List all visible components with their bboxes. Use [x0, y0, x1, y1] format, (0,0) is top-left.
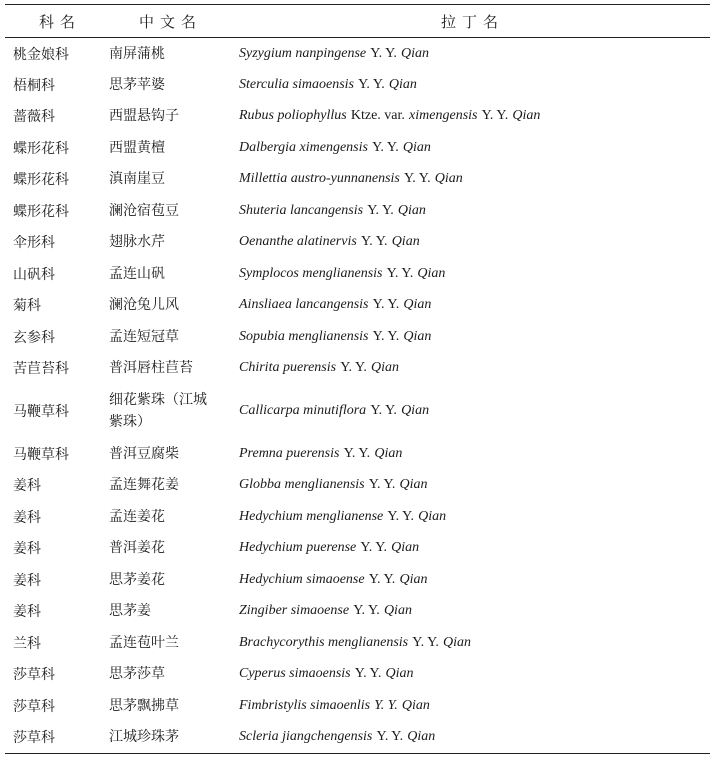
- author-initials: Y. Y.: [354, 666, 382, 682]
- latin-name-cell: [233, 258, 710, 290]
- family-cell: 伞形科: [13, 235, 55, 252]
- latin-name-cell: [233, 227, 710, 259]
- latin-name-cell: [233, 438, 710, 470]
- family-cell: 莎草科: [13, 667, 55, 684]
- table-row: [5, 69, 710, 101]
- species-name: Hedychium menglianense: [239, 508, 384, 524]
- author-initials: Y. Y.: [374, 697, 398, 713]
- author-surname: Qian: [401, 403, 430, 418]
- family-cell: 莎草科: [13, 698, 55, 715]
- chinese-name-cell: 普洱豆腐柴: [109, 445, 179, 462]
- author-initials: Y. Y.: [372, 328, 400, 344]
- species-name: Cyperus simaoensis: [239, 666, 351, 682]
- chinese-name-cell: 思茅飘拂草: [109, 697, 179, 714]
- chinese-name-cell: 思茅姜: [109, 603, 151, 620]
- species-name: Brachycorythis menglianensis: [239, 634, 409, 650]
- author-surname: Qian: [443, 634, 472, 650]
- latin-name-cell: [233, 501, 710, 533]
- chinese-name-cell: 思茅姜花: [109, 571, 165, 588]
- family-cell: 姜科: [13, 478, 41, 495]
- author-surname: Qian: [417, 265, 446, 281]
- author-surname: Qian: [391, 540, 420, 556]
- species-name: Zingiber simaoense: [239, 603, 350, 619]
- author-initials: Y. Y.: [370, 403, 397, 418]
- chinese-name-cell: 普洱姜花: [109, 540, 165, 557]
- family-cell: 玄参科: [13, 329, 55, 346]
- latin-name-cell: [233, 290, 710, 322]
- table-row: [5, 353, 710, 385]
- latin-name-cell: [233, 564, 710, 596]
- table-row: [5, 438, 710, 470]
- species-name: Scleria jiangchengensis: [239, 729, 373, 744]
- family-cell: 苦苣苔科: [13, 361, 69, 378]
- table-row: [5, 533, 710, 565]
- table-row: [5, 258, 710, 290]
- latin-name-cell: [233, 353, 710, 385]
- table-row: [5, 38, 710, 70]
- species-name: Premna puerensis: [239, 445, 340, 461]
- author-initials: Y. Y.: [412, 634, 439, 650]
- species-name: Syzygium nanpingense: [239, 45, 367, 61]
- author-surname: Qian: [407, 729, 436, 744]
- chinese-name-cell: 细花紫珠（江城紫珠）: [109, 392, 207, 430]
- family-cell: 姜科: [13, 604, 41, 621]
- author-initials: Y. Y.: [360, 234, 388, 250]
- table-row: [5, 195, 710, 227]
- author-initials: Y. Y.: [386, 265, 414, 281]
- family-cell: 蝶形花科: [13, 172, 69, 189]
- author-initials: Y. Y.: [372, 139, 399, 155]
- author-surname: Qian: [401, 697, 430, 713]
- chinese-name-cell: 南屏蒲桃: [109, 45, 165, 62]
- table-row: [5, 501, 710, 533]
- author-surname: Qian: [401, 45, 430, 61]
- author-initials: Ktze. var.: [350, 108, 405, 124]
- chinese-name-cell: 澜沧兔儿风: [109, 297, 179, 314]
- species-name: Ainsliaea lancangensis: [239, 297, 369, 313]
- table-row: [5, 690, 710, 722]
- latin-name-cell: [233, 101, 710, 133]
- chinese-name-cell: 孟连苞叶兰: [109, 634, 179, 651]
- table-row: [5, 596, 710, 628]
- species-name: Hedychium simaoense: [239, 571, 365, 587]
- species-name: Sopubia menglianensis: [239, 328, 369, 344]
- header-family: 科名: [5, 5, 105, 38]
- chinese-name-cell: 西盟黄檀: [109, 139, 165, 156]
- header-latin-name: 拉丁名: [233, 5, 710, 38]
- family-cell: 蝶形花科: [13, 140, 69, 157]
- family-cell: 蔷薇科: [13, 109, 55, 126]
- table-row: [5, 164, 710, 196]
- latin-name-cell: [233, 384, 710, 438]
- header-chinese-name: 中文名: [105, 5, 233, 38]
- chinese-name-cell: 思茅莎草: [109, 666, 165, 683]
- author-surname: Qian: [403, 297, 432, 313]
- chinese-name-cell: 思茅苹婆: [109, 76, 165, 93]
- author-initials: Y. Y.: [353, 603, 380, 619]
- variety-name: ximengensis: [409, 108, 478, 124]
- author-initials: Y. Y.: [360, 540, 388, 556]
- author-initials: Y. Y.: [358, 76, 385, 92]
- author-initials: Y. Y.: [343, 445, 371, 461]
- family-cell: 马鞭草科: [13, 404, 69, 420]
- table-row: [5, 321, 710, 353]
- table-row: [5, 722, 710, 754]
- latin-name-cell: [233, 132, 710, 164]
- table-row: [5, 227, 710, 259]
- author-surname: Qian: [434, 171, 463, 187]
- author-surname: Qian: [383, 603, 412, 619]
- species-name: Dalbergia ximengensis: [239, 139, 368, 155]
- author-surname: Qian: [385, 666, 414, 682]
- author-initials: Y. Y.: [368, 571, 396, 587]
- author-surname: Qian: [391, 234, 420, 250]
- author-surname: Qian: [374, 445, 403, 461]
- latin-name-cell: [233, 38, 710, 70]
- species-name: Sterculia simaoensis: [239, 76, 354, 92]
- chinese-name-cell: 孟连舞花姜: [109, 477, 179, 494]
- author-surname: Qian: [402, 139, 431, 155]
- author-initials: Y. Y.: [367, 202, 394, 218]
- header-row: [5, 5, 710, 38]
- chinese-name-cell: 普洱唇柱苣苔: [109, 360, 193, 377]
- family-cell: 姜科: [13, 541, 41, 558]
- family-cell: 马鞭草科: [13, 446, 69, 463]
- latin-name-cell: [233, 627, 710, 659]
- table-row: [5, 132, 710, 164]
- author-initials: Y. Y.: [387, 508, 414, 524]
- chinese-name-cell: 孟连山矾: [109, 265, 165, 282]
- species-name: Rubus poliophyllus: [239, 108, 347, 124]
- chinese-name-cell: 滇南崖豆: [109, 171, 165, 188]
- latin-name-cell: [233, 69, 710, 101]
- family-cell: 兰科: [13, 635, 41, 652]
- author-surname: Qian: [399, 571, 428, 587]
- author-surname: Qian: [418, 508, 447, 524]
- author-surname: Qian: [399, 477, 428, 493]
- variety-author-initials: Y. Y.: [481, 108, 509, 124]
- species-name: Millettia austro-yunnanensis: [239, 171, 400, 187]
- species-name: Oenanthe alatinervis: [239, 234, 357, 250]
- table-header: [5, 5, 710, 38]
- author-initials: Y. Y.: [376, 729, 404, 744]
- species-name: Fimbristylis simaoenlis: [239, 697, 371, 713]
- chinese-name-cell: 翅脉水芹: [109, 234, 165, 251]
- author-surname: Qian: [388, 76, 417, 92]
- author-surname: Qian: [370, 360, 399, 376]
- table-row: [5, 627, 710, 659]
- chinese-name-cell: 江城珍珠茅: [105, 722, 233, 754]
- table-row: [5, 290, 710, 322]
- family-cell: 梧桐科: [13, 77, 55, 94]
- chinese-name-cell: 孟连短冠草: [109, 328, 179, 345]
- species-name: Hedychium puerense: [239, 540, 357, 556]
- author-surname: Qian: [512, 108, 541, 124]
- family-cell: 山矾科: [13, 266, 55, 283]
- species-table: [5, 4, 710, 754]
- family-cell: 蝶形花科: [13, 203, 69, 220]
- table-row: [5, 659, 710, 691]
- latin-name-cell: [233, 596, 710, 628]
- latin-name-cell: [233, 722, 710, 754]
- author-initials: Y. Y.: [370, 45, 397, 61]
- table-row: [5, 101, 710, 133]
- family-cell: 莎草科: [5, 722, 105, 754]
- author-surname: Qian: [397, 202, 426, 218]
- family-cell: 菊科: [13, 298, 41, 315]
- latin-name-cell: [233, 690, 710, 722]
- author-initials: Y. Y.: [404, 171, 431, 187]
- latin-name-cell: [233, 470, 710, 502]
- chinese-name-cell: 孟连姜花: [109, 508, 165, 525]
- species-name: Globba menglianensis: [239, 477, 365, 493]
- author-surname: Qian: [403, 328, 432, 344]
- author-initials: Y. Y.: [372, 297, 400, 313]
- family-cell: 姜科: [13, 509, 41, 526]
- species-name: Symplocos menglianensis: [239, 265, 383, 281]
- species-name: Callicarpa minutiflora: [239, 403, 367, 418]
- latin-name-cell: [233, 533, 710, 565]
- family-cell: 桃金娘科: [13, 46, 69, 63]
- author-initials: Y. Y.: [368, 477, 396, 493]
- species-name: Shuteria lancangensis: [239, 202, 364, 218]
- table-row: [5, 384, 710, 438]
- latin-name-cell: [233, 659, 710, 691]
- table-body: [5, 38, 710, 754]
- chinese-name-cell: 西盟悬钩子: [109, 108, 179, 125]
- table-row: [5, 564, 710, 596]
- chinese-name-cell: 澜沧宿苞豆: [109, 202, 179, 219]
- latin-name-cell: [233, 321, 710, 353]
- table-row: [5, 470, 710, 502]
- latin-name-cell: [233, 195, 710, 227]
- family-cell: 姜科: [13, 572, 41, 589]
- latin-name-cell: [233, 164, 710, 196]
- species-table-container: [5, 4, 710, 754]
- species-name: Chirita puerensis: [239, 360, 337, 376]
- author-initials: Y. Y.: [340, 360, 367, 376]
